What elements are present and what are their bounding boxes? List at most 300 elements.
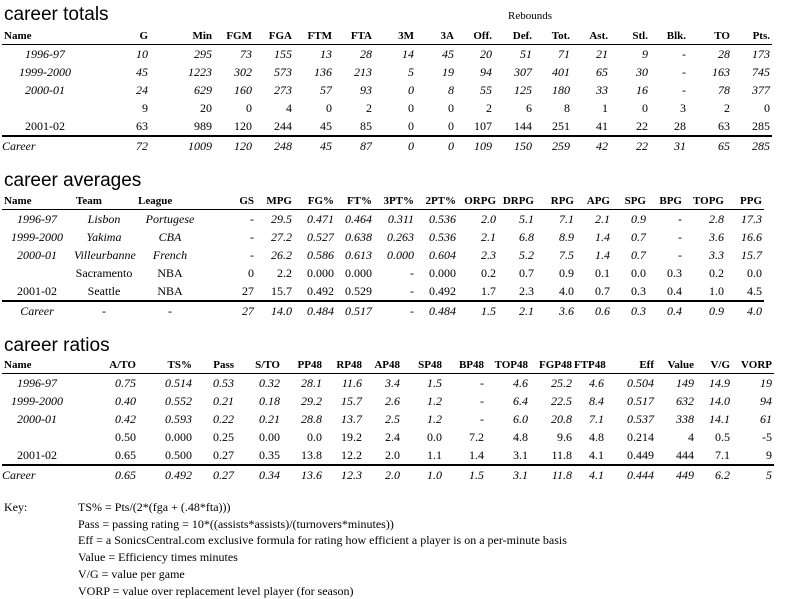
column-header: VORP (732, 357, 774, 374)
table-row (2, 246, 764, 264)
table-cell: 244 (274, 119, 292, 133)
table-cell: -5 (762, 430, 772, 444)
table-cell: 0.263 (387, 230, 414, 244)
column-header: Tot. (534, 28, 572, 45)
table-cell: 0.3 (631, 284, 646, 298)
table-cell: 0.2 (709, 266, 724, 280)
table-cell: 30 (636, 65, 648, 79)
table-cell: 31 (650, 136, 688, 155)
column-header: Ast. (572, 28, 610, 45)
table-cell: 125 (514, 83, 532, 97)
column-header: FGP48 (530, 357, 574, 374)
table-cell: 160 (234, 83, 252, 97)
table-cell: 338 (676, 412, 694, 426)
table-cell: 0.593 (165, 412, 192, 426)
table-cell: 2000-01 (25, 83, 65, 97)
table-cell: 4.1 (589, 448, 604, 462)
table-cell: 0.6 (576, 301, 612, 320)
table-cell: 1 (602, 101, 608, 115)
table-cell: 2.2 (277, 266, 292, 280)
table-cell: 8 (564, 101, 570, 115)
table-cell: 0.9 (631, 212, 646, 226)
column-header: Name (2, 28, 90, 45)
table-cell: 632 (676, 394, 694, 408)
table-row (2, 228, 764, 246)
table-cell: 27.2 (271, 230, 292, 244)
table-cell: 2 (724, 101, 730, 115)
table-cell: 8 (448, 83, 454, 97)
table-cell: 11.6 (341, 376, 362, 390)
column-header: Def. (494, 28, 534, 45)
table-cell: 45 (294, 136, 334, 155)
table-cell: - (136, 301, 206, 320)
column-header: 3A (416, 28, 456, 45)
table-cell: 3.4 (385, 376, 400, 390)
table-cell: 107 (474, 119, 492, 133)
table-cell: 0.3 (612, 301, 648, 320)
table-cell: 1009 (150, 136, 214, 155)
table-cell: 57 (320, 83, 332, 97)
column-header: Name (2, 193, 74, 210)
table-cell: 2.6 (385, 394, 400, 408)
table-cell: 15.7 (741, 248, 762, 262)
table-cell: - (74, 301, 136, 320)
table-cell: 0.537 (627, 412, 654, 426)
table-cell: 2.1 (498, 301, 536, 320)
table-cell: 0.536 (429, 230, 456, 244)
key-line: VORP = value over replacement level player (for season) (78, 583, 354, 598)
table-cell: 16.6 (741, 230, 762, 244)
table-cell: 16 (636, 83, 648, 97)
table-cell: 28 (718, 47, 730, 61)
column-header: Name (2, 357, 74, 374)
table-cell: 0.492 (138, 465, 194, 484)
table-cell: 0.464 (345, 212, 372, 226)
column-header: Eff (606, 357, 656, 374)
table-cell: - (682, 47, 686, 61)
rebounds-subheader: Rebounds (508, 10, 552, 22)
table-cell: 0.484 (416, 301, 458, 320)
table-cell: 0.604 (429, 248, 456, 262)
table-cell: 87 (334, 136, 374, 155)
table-cell: 0.214 (627, 430, 654, 444)
table-cell: 0.449 (627, 448, 654, 462)
table-cell: 17.3 (741, 212, 762, 226)
header-row (2, 357, 774, 374)
table-cell: 2000-01 (17, 248, 57, 262)
table-cell: 1.4 (469, 448, 484, 462)
table-cell: 4.1 (574, 465, 606, 484)
table-cell: 3.1 (486, 465, 530, 484)
table-cell: 449 (656, 465, 696, 484)
table-cell: 28.1 (301, 376, 322, 390)
table-cell: 0.7 (595, 284, 610, 298)
career-totals-table (2, 28, 772, 155)
column-header: TOP48 (486, 357, 530, 374)
table-cell: 5.1 (519, 212, 534, 226)
key-label: Key: (4, 500, 28, 514)
table-cell: 9 (142, 101, 148, 115)
column-header: DRPG (498, 193, 536, 210)
table-cell: 1.0 (402, 465, 444, 484)
table-cell: 24 (136, 83, 148, 97)
table-cell: 0.517 (627, 394, 654, 408)
table-cell: 14.0 (256, 301, 294, 320)
table-cell: 7.5 (559, 248, 574, 262)
table-cell: 0.638 (345, 230, 372, 244)
table-cell (2, 264, 74, 282)
table-cell: Seattle (87, 284, 121, 298)
column-header: TS% (138, 357, 194, 374)
table-cell: 444 (676, 448, 694, 462)
career-row (2, 136, 772, 155)
table-cell: 63 (136, 119, 148, 133)
table-cell: - (678, 248, 682, 262)
table-cell: 2.1 (595, 212, 610, 226)
table-cell: 12.2 (341, 448, 362, 462)
table-cell: 2.3 (481, 248, 496, 262)
table-cell: 27 (206, 301, 256, 320)
table-cell: 28 (674, 119, 686, 133)
table-cell: 6 (526, 101, 532, 115)
table-cell: 22 (610, 136, 650, 155)
table-cell: 0.32 (259, 376, 280, 390)
table-cell: 65 (596, 65, 608, 79)
table-cell: 7.1 (589, 412, 604, 426)
table-cell: 72 (90, 136, 150, 155)
column-header: 3PT% (374, 193, 416, 210)
table-cell: 0.0 (307, 430, 322, 444)
table-cell: 0.00 (259, 430, 280, 444)
table-cell: 15.7 (271, 284, 292, 298)
table-cell: 0.000 (387, 248, 414, 262)
table-cell: 2 (486, 101, 492, 115)
table-cell: 1223 (188, 65, 212, 79)
table-cell: 9 (766, 448, 772, 462)
table-cell: 1.4 (595, 230, 610, 244)
table-cell: - (682, 83, 686, 97)
career-row (2, 301, 764, 320)
table-cell: 5.2 (519, 248, 534, 262)
table-row (2, 264, 764, 282)
table-cell: 1999-2000 (19, 65, 71, 79)
table-cell: 0 (448, 101, 454, 115)
table-cell: 11.8 (530, 465, 574, 484)
table-cell: 45 (320, 119, 332, 133)
table-cell: - (250, 212, 254, 226)
table-cell: 0.27 (213, 448, 234, 462)
table-row (2, 410, 774, 428)
column-header: RP48 (324, 357, 364, 374)
table-cell: - (678, 230, 682, 244)
table-cell: 0.492 (307, 284, 334, 298)
table-cell: 0.9 (684, 301, 726, 320)
table-cell: 0.529 (345, 284, 372, 298)
column-header: MPG (256, 193, 294, 210)
table-cell: - (410, 284, 414, 298)
table-cell: 2.0 (481, 212, 496, 226)
table-cell: 2001-02 (17, 448, 57, 462)
column-header: BPG (648, 193, 684, 210)
table-cell: 1.1 (427, 448, 442, 462)
table-cell: 0 (408, 119, 414, 133)
table-cell: 120 (214, 136, 254, 155)
table-cell: 1999-2000 (11, 394, 63, 408)
table-cell: 377 (752, 83, 770, 97)
table-row (2, 446, 774, 465)
table-cell: 14.1 (709, 412, 730, 426)
table-cell: 7.1 (559, 212, 574, 226)
career-totals-title: career totals (4, 4, 109, 25)
table-cell: 273 (274, 83, 292, 97)
table-cell: 0.552 (165, 394, 192, 408)
table-cell: 0.0 (631, 266, 646, 280)
table-cell: CBA (158, 230, 182, 244)
table-cell: 0.35 (259, 448, 280, 462)
table-cell: 0.000 (429, 266, 456, 280)
column-header: SP48 (402, 357, 444, 374)
table-cell: - (374, 301, 416, 320)
table-cell: 1996-97 (25, 47, 65, 61)
table-cell: Lisbon (87, 212, 121, 226)
table-cell: 0 (326, 101, 332, 115)
table-row (2, 282, 764, 301)
table-cell: 0.7 (519, 266, 534, 280)
column-header: BP48 (444, 357, 486, 374)
column-header: S/TO (236, 357, 282, 374)
column-header: V/G (696, 357, 732, 374)
table-cell: 2.4 (385, 430, 400, 444)
table-row (2, 428, 774, 446)
table-cell: 251 (552, 119, 570, 133)
table-cell: 0.0 (747, 266, 762, 280)
table-cell: 14.0 (709, 394, 730, 408)
table-cell: 0 (416, 136, 456, 155)
column-header: FTP48 (574, 357, 606, 374)
table-cell: 2000-01 (17, 412, 57, 426)
table-cell: 0 (408, 83, 414, 97)
table-row (2, 210, 764, 229)
column-header: RPG (536, 193, 576, 210)
table-cell: 0 (248, 266, 254, 280)
table-cell: 2.8 (709, 212, 724, 226)
table-cell: 13.7 (341, 412, 362, 426)
table-cell: 4 (688, 430, 694, 444)
column-header: TO (688, 28, 732, 45)
table-cell: 19 (442, 65, 454, 79)
table-row (2, 117, 772, 136)
table-row (2, 63, 772, 81)
table-cell: 63 (718, 119, 730, 133)
column-header: A/TO (74, 357, 138, 374)
table-cell: 2.1 (481, 230, 496, 244)
column-header: 3M (374, 28, 416, 45)
table-cell: 6.8 (519, 230, 534, 244)
table-cell: 144 (514, 119, 532, 133)
table-cell: 1.5 (444, 465, 486, 484)
table-cell: 4 (286, 101, 292, 115)
table-cell: 20.8 (551, 412, 572, 426)
table-cell: 0.444 (606, 465, 656, 484)
table-cell: 0.7 (631, 248, 646, 262)
table-cell: 0.000 (307, 266, 334, 280)
table-cell: 25.2 (551, 376, 572, 390)
table-cell: 180 (552, 83, 570, 97)
table-cell: 45 (442, 47, 454, 61)
table-cell: 1.2 (427, 412, 442, 426)
table-cell: - (682, 65, 686, 79)
column-header: FGM (214, 28, 254, 45)
table-cell: 173 (752, 47, 770, 61)
table-row (2, 81, 772, 99)
table-cell: 10 (136, 47, 148, 61)
table-cell: 94 (760, 394, 772, 408)
table-cell: 29.2 (301, 394, 322, 408)
table-cell: NBA (157, 266, 183, 280)
table-cell: 14.9 (709, 376, 730, 390)
column-header: Stl. (610, 28, 650, 45)
table-cell: 13 (320, 47, 332, 61)
table-row (2, 45, 772, 64)
table-cell: 0.34 (236, 465, 282, 484)
column-header: Off. (456, 28, 494, 45)
table-cell: 13.6 (282, 465, 324, 484)
table-cell: 9 (642, 47, 648, 61)
table-cell: 51 (520, 47, 532, 61)
table-cell: Yakima (86, 230, 122, 244)
table-cell: 4.8 (513, 430, 528, 444)
table-cell: 745 (752, 65, 770, 79)
table-cell: 0.586 (307, 248, 334, 262)
table-cell: 8.9 (559, 230, 574, 244)
table-cell: 73 (240, 47, 252, 61)
table-cell: 2001-02 (25, 119, 65, 133)
table-cell: Sacramento (75, 266, 133, 280)
table-cell: 33 (596, 83, 608, 97)
table-cell: 0.21 (213, 394, 234, 408)
column-header: GS (206, 193, 256, 210)
column-header: FG% (294, 193, 336, 210)
table-cell: 0 (408, 101, 414, 115)
table-cell: 0.0 (427, 430, 442, 444)
table-cell: 136 (314, 65, 332, 79)
table-cell: NBA (157, 284, 183, 298)
table-cell: 93 (360, 83, 372, 97)
column-header: TOPG (684, 193, 726, 210)
table-cell: 29.5 (271, 212, 292, 226)
table-cell: 1.7 (481, 284, 496, 298)
table-cell: 120 (234, 119, 252, 133)
header-row (2, 28, 772, 45)
table-cell: 4.6 (589, 376, 604, 390)
table-cell: 285 (752, 119, 770, 133)
table-cell: 0.000 (345, 266, 372, 280)
key-line: Eff = a SonicsCentral.com exclusive formula for rating how efficient a player is on a per-minute basis (78, 533, 567, 548)
table-cell: 0.536 (429, 212, 456, 226)
table-cell: 3.1 (513, 448, 528, 462)
table-cell: 26.2 (271, 248, 292, 262)
header-row (2, 193, 764, 210)
column-header: League (136, 193, 206, 210)
table-cell: 0.000 (165, 430, 192, 444)
column-header: Pts. (732, 28, 772, 45)
table-cell: 4.6 (513, 376, 528, 390)
table-cell: 307 (514, 65, 532, 79)
table-cell: 7.2 (469, 430, 484, 444)
table-cell: 0.4 (648, 301, 684, 320)
table-cell: 0.5 (715, 430, 730, 444)
table-cell: 0.27 (194, 465, 236, 484)
table-cell: 0 (642, 101, 648, 115)
table-cell: 0.9 (559, 266, 574, 280)
table-cell: 45 (136, 65, 148, 79)
table-cell: 71 (558, 47, 570, 61)
table-cell: 0 (374, 136, 416, 155)
career-ratios-table (2, 357, 774, 484)
table-cell: 0.2 (481, 266, 496, 280)
table-cell: 42 (572, 136, 610, 155)
column-header: AP48 (364, 357, 402, 374)
table-cell: 3.3 (709, 248, 724, 262)
table-cell: 285 (732, 136, 772, 155)
table-cell: 149 (676, 376, 694, 390)
table-cell: 21 (596, 47, 608, 61)
table-cell: 989 (194, 119, 212, 133)
column-header: FT% (336, 193, 374, 210)
table-cell: 65 (688, 136, 732, 155)
table-cell: 0.613 (345, 248, 372, 262)
table-cell: - (250, 248, 254, 262)
table-cell: 213 (354, 65, 372, 79)
table-cell: 5 (732, 465, 774, 484)
table-cell: 6.4 (513, 394, 528, 408)
column-header: Min (150, 28, 214, 45)
column-header: APG (576, 193, 612, 210)
table-cell: 6.0 (513, 412, 528, 426)
table-cell: 19 (760, 376, 772, 390)
table-cell: 55 (480, 83, 492, 97)
table-cell: 0.75 (115, 376, 136, 390)
table-cell: 2001-02 (17, 284, 57, 298)
table-cell: 94 (480, 65, 492, 79)
column-header: Blk. (650, 28, 688, 45)
table-cell: 15.7 (341, 394, 362, 408)
table-cell: 0.492 (429, 284, 456, 298)
table-cell: 9.6 (557, 430, 572, 444)
table-cell: 1996-97 (17, 212, 57, 226)
table-cell (2, 99, 90, 117)
table-cell: 0.514 (165, 376, 192, 390)
column-header: SPG (612, 193, 648, 210)
table-cell: 3 (680, 101, 686, 115)
table-cell: 0.484 (294, 301, 336, 320)
table-cell: 6.2 (696, 465, 732, 484)
key-line: TS% = Pts/(2*(fga + (.48*fta))) (78, 500, 231, 514)
table-cell: 78 (718, 83, 730, 97)
table-cell: 2.3 (519, 284, 534, 298)
table-cell: 0.42 (115, 412, 136, 426)
table-cell: 85 (360, 119, 372, 133)
table-cell: - (480, 376, 484, 390)
table-cell: 3.6 (709, 230, 724, 244)
table-cell: 0.3 (667, 266, 682, 280)
table-cell: 109 (456, 136, 494, 155)
column-header: FGA (254, 28, 294, 45)
table-cell: 20 (200, 101, 212, 115)
table-cell: 2.0 (364, 465, 402, 484)
key-line: V/G = value per game (78, 566, 185, 581)
table-cell: 0.65 (115, 448, 136, 462)
